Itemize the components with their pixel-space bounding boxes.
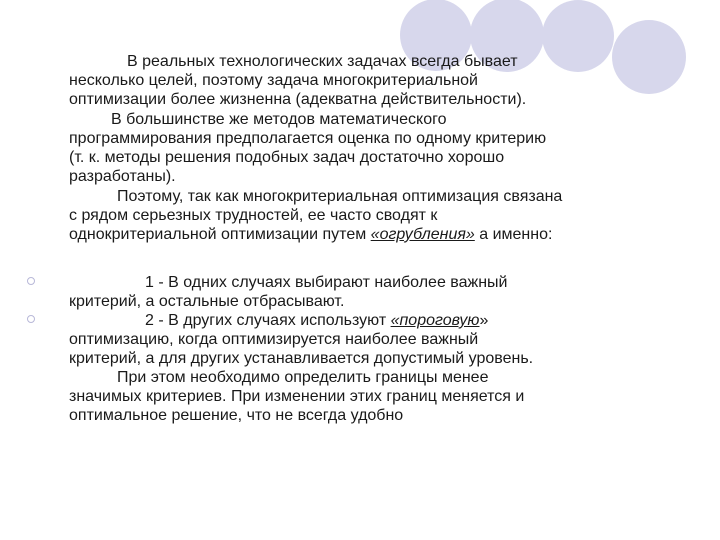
bullet-2-line-3: критерий, а для других устанавливается допустимый уровень. xyxy=(69,350,534,367)
paragraph-1-line-1: В реальных технологических задачах всегда бывает xyxy=(127,53,518,70)
paragraph-2-line-3: (т. к. методы решения подобных задач достаточно хорошо xyxy=(69,149,505,166)
paragraph-2-line-1: В большинстве же методов математического xyxy=(111,111,447,128)
slide-body xyxy=(69,52,684,425)
emphasis-porogovuyu: «пороговую xyxy=(390,312,480,329)
bullet-2-line-6: оптимальное решение, что не всегда удобно xyxy=(69,407,404,424)
bullet-list xyxy=(69,273,684,425)
bullet-ring-icon xyxy=(27,315,35,323)
paragraph-2-line-4: разработаны). xyxy=(69,168,176,185)
paragraph-2-line-2: программирования предполагается оценка по одному критерию xyxy=(69,130,547,147)
bullet-2-line-2: оптимизацию, когда оптимизируется наиболее важный xyxy=(69,331,479,348)
bullet-ring-icon xyxy=(27,277,35,285)
paragraph-2 xyxy=(69,110,684,186)
paragraph-3-line-3-post: а именно: xyxy=(474,226,553,243)
emphasis-ogrubleniya: «огрубления» xyxy=(370,226,475,243)
paragraph-3-line-2: с рядом серьезных трудностей, ее часто сводят к xyxy=(69,207,438,224)
bullet-2-line-5: значимых критериев. При изменении этих границ меняется и xyxy=(69,388,525,405)
paragraph-1-line-2: несколько целей, поэтому задача многокритериальной xyxy=(69,72,478,89)
bullet-item-1 xyxy=(69,273,684,311)
paragraph-1 xyxy=(69,52,684,109)
paragraph-3-line-1: Поэтому, так как многокритериальная оптимизация связана xyxy=(117,188,563,205)
bullet-2-line-1-pre: 2 - В других случаях используют xyxy=(145,312,391,329)
paragraph-3-line-3-pre: однокритериальной оптимизации путем xyxy=(69,226,371,243)
bullet-1-line-2: критерий, а остальные отбрасывают. xyxy=(69,293,345,310)
bullet-2-line-4: При этом необходимо определить границы менее xyxy=(117,369,489,386)
bullet-2-line-1-post: » xyxy=(479,312,489,329)
bullet-1-line-1: 1 - В одних случаях выбирают наиболее важный xyxy=(145,274,508,291)
bullet-item-2 xyxy=(69,311,684,425)
paragraph-3 xyxy=(69,187,684,244)
paragraph-1-line-3: оптимизации более жизненна (адекватна действительности). xyxy=(69,91,527,108)
